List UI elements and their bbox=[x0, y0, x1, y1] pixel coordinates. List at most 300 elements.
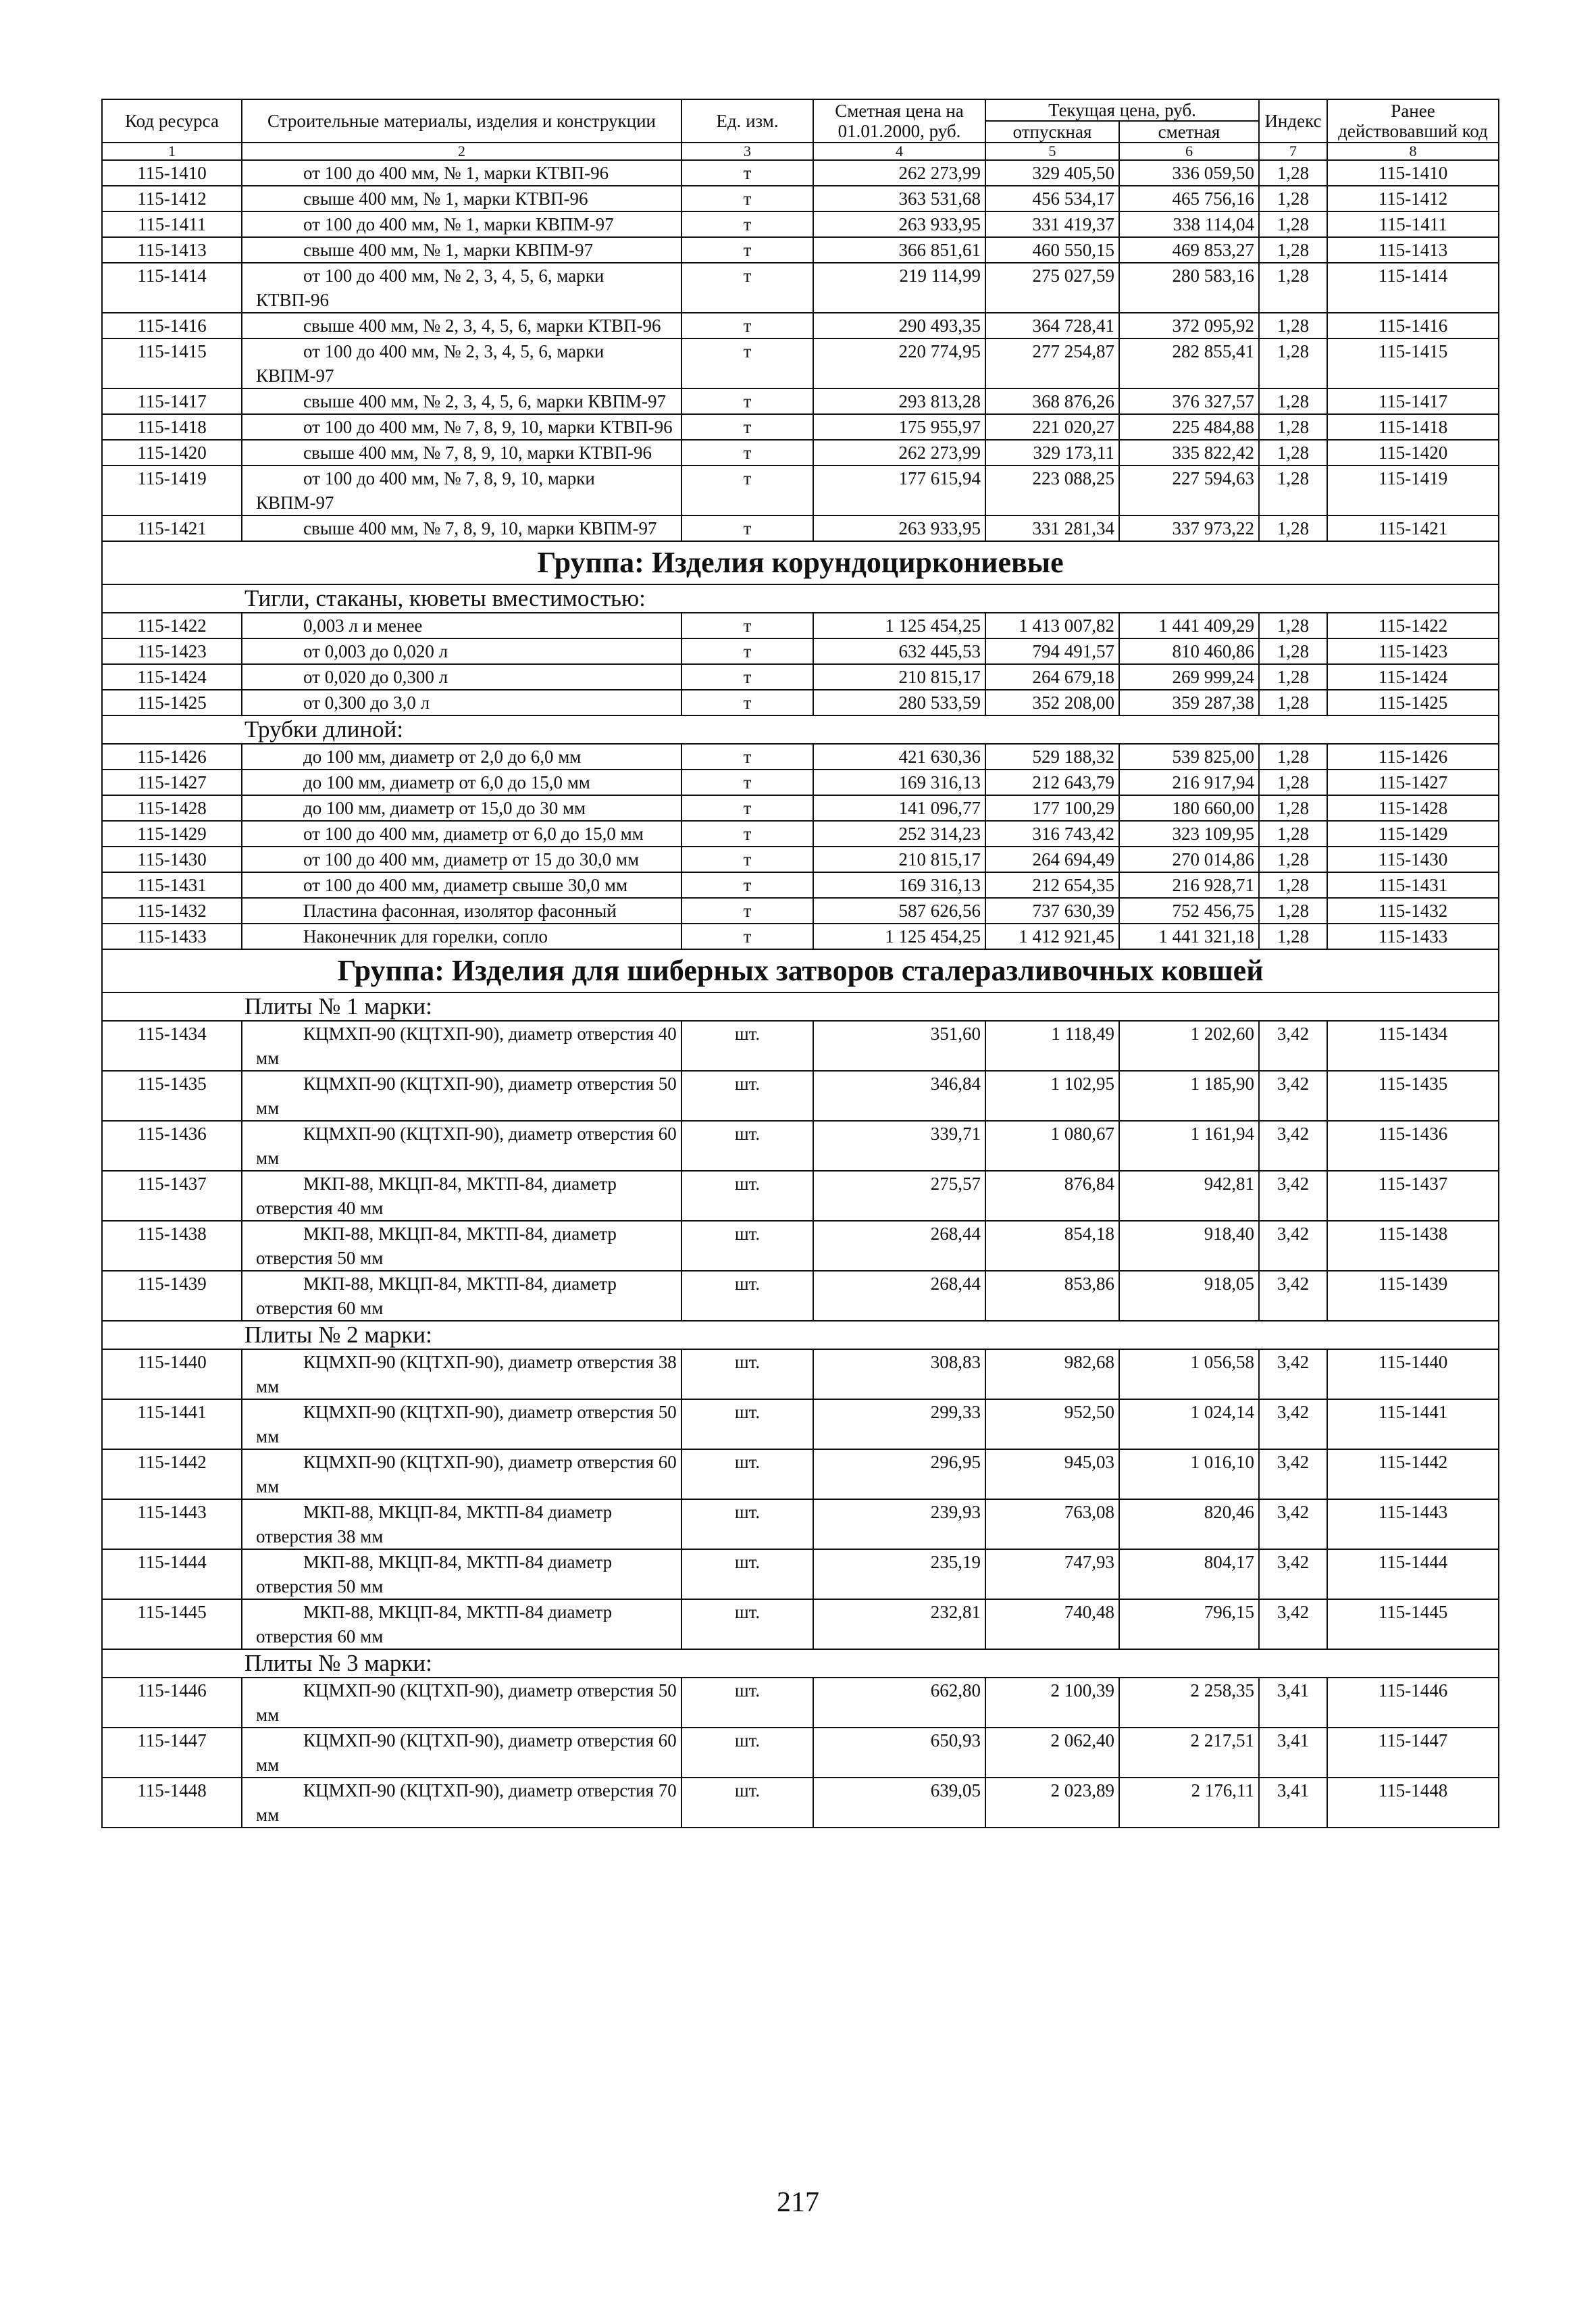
selling-price: 1 413 007,82 bbox=[985, 613, 1119, 638]
previous-code: 115-1435 bbox=[1327, 1071, 1499, 1121]
material-name bbox=[242, 263, 681, 313]
table-row bbox=[102, 1021, 1499, 1071]
table-row bbox=[102, 924, 1499, 949]
estimate-price: 539 825,00 bbox=[1119, 744, 1259, 770]
unit-of-measure: шт. bbox=[681, 1678, 813, 1728]
group-heading: Группа: Изделия корундоциркониевые bbox=[102, 541, 1499, 584]
selling-price: 364 728,41 bbox=[985, 313, 1119, 338]
table-row bbox=[102, 795, 1499, 821]
unit-of-measure: шт. bbox=[681, 1349, 813, 1399]
price-index: 3,42 bbox=[1259, 1271, 1327, 1321]
material-name-text: свыше 400 мм, № 7, 8, 9, 10, марки КТВП-96 bbox=[303, 443, 652, 463]
column-number: 4 bbox=[813, 143, 985, 160]
subgroup-heading-row bbox=[102, 1321, 1499, 1349]
price-index: 3,41 bbox=[1259, 1778, 1327, 1828]
subgroup-heading: Плиты № 1 марки: bbox=[102, 992, 1499, 1021]
unit-of-measure: т bbox=[681, 263, 813, 313]
table-row bbox=[102, 690, 1499, 715]
price-index: 1,28 bbox=[1259, 186, 1327, 211]
estimate-price: 796,15 bbox=[1119, 1599, 1259, 1649]
table-row bbox=[102, 313, 1499, 338]
selling-price: 368 876,26 bbox=[985, 388, 1119, 414]
selling-price: 1 102,95 bbox=[985, 1071, 1119, 1121]
unit-of-measure: шт. bbox=[681, 1271, 813, 1321]
estimate-price: 337 973,22 bbox=[1119, 515, 1259, 541]
estimate-price: 942,81 bbox=[1119, 1171, 1259, 1221]
previous-code: 115-1420 bbox=[1327, 440, 1499, 466]
previous-code: 115-1427 bbox=[1327, 770, 1499, 795]
price-index: 3,42 bbox=[1259, 1221, 1327, 1271]
unit-of-measure: т bbox=[681, 414, 813, 440]
estimate-price: 1 016,10 bbox=[1119, 1449, 1259, 1499]
material-name-text: от 100 до 400 мм, № 2, 3, 4, 5, 6, марки КВПМ-97 bbox=[256, 341, 604, 386]
selling-price: 747,93 bbox=[985, 1549, 1119, 1599]
resource-code: 115-1426 bbox=[102, 744, 242, 770]
table-row bbox=[102, 1399, 1499, 1449]
header-base-price: Сметная цена на 01.01.2000, руб. bbox=[813, 99, 985, 143]
table-row bbox=[102, 1778, 1499, 1828]
column-number: 6 bbox=[1119, 143, 1259, 160]
selling-price: 763,08 bbox=[985, 1499, 1119, 1549]
base-price: 290 493,35 bbox=[813, 313, 985, 338]
material-name-text: МКП-88, МКЦП-84, МКТП-84 диаметр отверстия 50 мм bbox=[256, 1552, 613, 1596]
resource-code: 115-1421 bbox=[102, 515, 242, 541]
price-index: 3,42 bbox=[1259, 1071, 1327, 1121]
price-index: 3,42 bbox=[1259, 1399, 1327, 1449]
base-price: 275,57 bbox=[813, 1171, 985, 1221]
price-index: 1,28 bbox=[1259, 821, 1327, 847]
unit-of-measure: т bbox=[681, 898, 813, 924]
price-index: 1,28 bbox=[1259, 466, 1327, 515]
material-name-text: от 100 до 400 мм, № 7, 8, 9, 10, марки КВПМ-97 bbox=[256, 468, 595, 513]
subgroup-heading-row bbox=[102, 1649, 1499, 1678]
material-name bbox=[242, 847, 681, 872]
previous-code: 115-1429 bbox=[1327, 821, 1499, 847]
price-index: 1,28 bbox=[1259, 515, 1327, 541]
selling-price: 177 100,29 bbox=[985, 795, 1119, 821]
selling-price: 1 412 921,45 bbox=[985, 924, 1119, 949]
unit-of-measure: т bbox=[681, 638, 813, 664]
selling-price: 982,68 bbox=[985, 1349, 1119, 1399]
price-index: 3,41 bbox=[1259, 1728, 1327, 1778]
estimate-price: 469 853,27 bbox=[1119, 237, 1259, 263]
header-previous-code: Ранее действовавший код bbox=[1327, 99, 1499, 143]
price-index: 1,28 bbox=[1259, 313, 1327, 338]
price-index: 1,28 bbox=[1259, 744, 1327, 770]
material-name-text: от 100 до 400 мм, № 1, марки КВПМ-97 bbox=[303, 214, 614, 234]
previous-code: 115-1421 bbox=[1327, 515, 1499, 541]
table-row bbox=[102, 186, 1499, 211]
material-name bbox=[242, 1021, 681, 1071]
estimate-price: 820,46 bbox=[1119, 1499, 1259, 1549]
table-row bbox=[102, 1449, 1499, 1499]
price-index: 1,28 bbox=[1259, 338, 1327, 388]
price-index: 3,42 bbox=[1259, 1021, 1327, 1071]
previous-code: 115-1424 bbox=[1327, 664, 1499, 690]
table-row bbox=[102, 821, 1499, 847]
material-name bbox=[242, 638, 681, 664]
table-row bbox=[102, 1678, 1499, 1728]
previous-code: 115-1441 bbox=[1327, 1399, 1499, 1449]
estimate-price: 1 056,58 bbox=[1119, 1349, 1259, 1399]
price-index: 3,41 bbox=[1259, 1678, 1327, 1728]
material-name bbox=[242, 440, 681, 466]
previous-code: 115-1448 bbox=[1327, 1778, 1499, 1828]
material-name bbox=[242, 898, 681, 924]
unit-of-measure: т bbox=[681, 770, 813, 795]
material-name-text: МКП-88, МКЦП-84, МКТП-84, диаметр отверстия 60 мм bbox=[256, 1274, 617, 1318]
material-name bbox=[242, 211, 681, 237]
resource-code: 115-1418 bbox=[102, 414, 242, 440]
material-name bbox=[242, 1121, 681, 1171]
selling-price: 331 281,34 bbox=[985, 515, 1119, 541]
price-index: 1,28 bbox=[1259, 388, 1327, 414]
previous-code: 115-1411 bbox=[1327, 211, 1499, 237]
price-table-sheet bbox=[101, 99, 1498, 1828]
previous-code: 115-1446 bbox=[1327, 1678, 1499, 1728]
resource-code: 115-1425 bbox=[102, 690, 242, 715]
column-number: 8 bbox=[1327, 143, 1499, 160]
table-row bbox=[102, 1599, 1499, 1649]
estimate-price: 227 594,63 bbox=[1119, 466, 1259, 515]
table-row bbox=[102, 263, 1499, 313]
group-heading: Группа: Изделия для шиберных затворов сталеразливочных ковшей bbox=[102, 949, 1499, 992]
selling-price: 945,03 bbox=[985, 1449, 1119, 1499]
header-index: Индекс bbox=[1259, 99, 1327, 143]
material-name bbox=[242, 313, 681, 338]
table-row bbox=[102, 847, 1499, 872]
material-name-text: МКП-88, МКЦП-84, МКТП-84 диаметр отверстия 60 мм bbox=[256, 1602, 613, 1646]
estimate-price: 1 024,14 bbox=[1119, 1399, 1259, 1449]
unit-of-measure: шт. bbox=[681, 1071, 813, 1121]
unit-of-measure: шт. bbox=[681, 1171, 813, 1221]
estimate-price: 225 484,88 bbox=[1119, 414, 1259, 440]
price-index: 1,28 bbox=[1259, 872, 1327, 898]
material-name bbox=[242, 1599, 681, 1649]
selling-price: 329 405,50 bbox=[985, 160, 1119, 186]
material-name bbox=[242, 414, 681, 440]
base-price: 141 096,77 bbox=[813, 795, 985, 821]
base-price: 252 314,23 bbox=[813, 821, 985, 847]
previous-code: 115-1433 bbox=[1327, 924, 1499, 949]
material-name bbox=[242, 744, 681, 770]
base-price: 351,60 bbox=[813, 1021, 985, 1071]
material-name-text: КЦМХП-90 (КЦТХП-90), диаметр отверстия 60 мм bbox=[256, 1124, 677, 1168]
header-column-numbers bbox=[102, 143, 1499, 160]
unit-of-measure: шт. bbox=[681, 1121, 813, 1171]
resource-code: 115-1437 bbox=[102, 1171, 242, 1221]
material-name-text: свыше 400 мм, № 1, марки КТВП-96 bbox=[303, 188, 588, 209]
header-selling-price: отпускная bbox=[985, 121, 1119, 143]
previous-code: 115-1410 bbox=[1327, 160, 1499, 186]
material-name-text: КЦМХП-90 (КЦТХП-90), диаметр отверстия 60 мм bbox=[256, 1730, 677, 1775]
base-price: 177 615,94 bbox=[813, 466, 985, 515]
estimate-price: 1 202,60 bbox=[1119, 1021, 1259, 1071]
material-name-text: КЦМХП-90 (КЦТХП-90), диаметр отверстия 50 мм bbox=[256, 1680, 677, 1725]
unit-of-measure: т bbox=[681, 440, 813, 466]
previous-code: 115-1447 bbox=[1327, 1728, 1499, 1778]
previous-code: 115-1442 bbox=[1327, 1449, 1499, 1499]
base-price: 308,83 bbox=[813, 1349, 985, 1399]
material-name-text: от 0,300 до 3,0 л bbox=[303, 693, 430, 713]
column-number: 1 bbox=[102, 143, 242, 160]
estimate-price: 359 287,38 bbox=[1119, 690, 1259, 715]
previous-code: 115-1414 bbox=[1327, 263, 1499, 313]
resource-code: 115-1445 bbox=[102, 1599, 242, 1649]
table-row bbox=[102, 638, 1499, 664]
table-row bbox=[102, 160, 1499, 186]
selling-price: 854,18 bbox=[985, 1221, 1119, 1271]
resource-code: 115-1443 bbox=[102, 1499, 242, 1549]
previous-code: 115-1440 bbox=[1327, 1349, 1499, 1399]
unit-of-measure: т bbox=[681, 795, 813, 821]
previous-code: 115-1431 bbox=[1327, 872, 1499, 898]
material-name-text: от 100 до 400 мм, диаметр от 6,0 до 15,0 мм bbox=[303, 824, 644, 844]
price-index: 1,28 bbox=[1259, 613, 1327, 638]
material-name bbox=[242, 1728, 681, 1778]
unit-of-measure: шт. bbox=[681, 1599, 813, 1649]
selling-price: 2 062,40 bbox=[985, 1728, 1119, 1778]
price-index: 1,28 bbox=[1259, 898, 1327, 924]
estimate-price: 1 185,90 bbox=[1119, 1071, 1259, 1121]
base-price: 210 815,17 bbox=[813, 847, 985, 872]
selling-price: 264 679,18 bbox=[985, 664, 1119, 690]
selling-price: 952,50 bbox=[985, 1399, 1119, 1449]
estimate-price: 810 460,86 bbox=[1119, 638, 1259, 664]
previous-code: 115-1413 bbox=[1327, 237, 1499, 263]
selling-price: 316 743,42 bbox=[985, 821, 1119, 847]
material-name-text: МКП-88, МКЦП-84, МКТП-84, диаметр отверстия 50 мм bbox=[256, 1224, 617, 1268]
base-price: 421 630,36 bbox=[813, 744, 985, 770]
material-name bbox=[242, 1399, 681, 1449]
estimate-price: 1 441 409,29 bbox=[1119, 613, 1259, 638]
estimate-price: 752 456,75 bbox=[1119, 898, 1259, 924]
previous-code: 115-1437 bbox=[1327, 1171, 1499, 1221]
group-heading-row bbox=[102, 541, 1499, 584]
resource-code: 115-1412 bbox=[102, 186, 242, 211]
material-name bbox=[242, 160, 681, 186]
resource-code: 115-1414 bbox=[102, 263, 242, 313]
price-table bbox=[101, 99, 1499, 1828]
resource-code: 115-1410 bbox=[102, 160, 242, 186]
selling-price: 221 020,27 bbox=[985, 414, 1119, 440]
selling-price: 352 208,00 bbox=[985, 690, 1119, 715]
subgroup-heading-row bbox=[102, 992, 1499, 1021]
base-price: 1 125 454,25 bbox=[813, 613, 985, 638]
material-name-text: от 0,003 до 0,020 л bbox=[303, 641, 448, 661]
header-unit: Ед. изм. bbox=[681, 99, 813, 143]
selling-price: 1 080,67 bbox=[985, 1121, 1119, 1171]
estimate-price: 216 928,71 bbox=[1119, 872, 1259, 898]
table-row bbox=[102, 1271, 1499, 1321]
unit-of-measure: т bbox=[681, 237, 813, 263]
resource-code: 115-1413 bbox=[102, 237, 242, 263]
header-row-top bbox=[102, 99, 1499, 121]
unit-of-measure: шт. bbox=[681, 1221, 813, 1271]
base-price: 232,81 bbox=[813, 1599, 985, 1649]
base-price: 239,93 bbox=[813, 1499, 985, 1549]
table-row bbox=[102, 664, 1499, 690]
resource-code: 115-1423 bbox=[102, 638, 242, 664]
price-index: 1,28 bbox=[1259, 263, 1327, 313]
unit-of-measure: шт. bbox=[681, 1449, 813, 1499]
base-price: 639,05 bbox=[813, 1778, 985, 1828]
material-name-text: от 100 до 400 мм, № 1, марки КТВП-96 bbox=[303, 163, 609, 183]
table-row bbox=[102, 338, 1499, 388]
base-price: 293 813,28 bbox=[813, 388, 985, 414]
resource-code: 115-1424 bbox=[102, 664, 242, 690]
resource-code: 115-1440 bbox=[102, 1349, 242, 1399]
subgroup-heading: Трубки длиной: bbox=[102, 715, 1499, 744]
material-name bbox=[242, 186, 681, 211]
material-name bbox=[242, 1221, 681, 1271]
selling-price: 331 419,37 bbox=[985, 211, 1119, 237]
table-row bbox=[102, 1728, 1499, 1778]
selling-price: 853,86 bbox=[985, 1271, 1119, 1321]
material-name-text: до 100 мм, диаметр от 6,0 до 15,0 мм bbox=[303, 772, 590, 793]
material-name-text: Наконечник для горелки, сопло bbox=[303, 926, 548, 947]
resource-code: 115-1430 bbox=[102, 847, 242, 872]
selling-price: 456 534,17 bbox=[985, 186, 1119, 211]
price-index: 3,42 bbox=[1259, 1499, 1327, 1549]
unit-of-measure: т bbox=[681, 338, 813, 388]
material-name-text: КЦМХП-90 (КЦТХП-90), диаметр отверстия 60 мм bbox=[256, 1452, 677, 1496]
material-name bbox=[242, 1449, 681, 1499]
subgroup-heading-row bbox=[102, 715, 1499, 744]
material-name-text: от 100 до 400 мм, № 2, 3, 4, 5, 6, марки КТВП-96 bbox=[256, 266, 604, 310]
resource-code: 115-1441 bbox=[102, 1399, 242, 1449]
estimate-price: 269 999,24 bbox=[1119, 664, 1259, 690]
estimate-price: 270 014,86 bbox=[1119, 847, 1259, 872]
material-name bbox=[242, 770, 681, 795]
base-price: 299,33 bbox=[813, 1399, 985, 1449]
selling-price: 529 188,32 bbox=[985, 744, 1119, 770]
material-name bbox=[242, 821, 681, 847]
material-name bbox=[242, 237, 681, 263]
base-price: 632 445,53 bbox=[813, 638, 985, 664]
previous-code: 115-1416 bbox=[1327, 313, 1499, 338]
table-row bbox=[102, 1499, 1499, 1549]
unit-of-measure: т bbox=[681, 847, 813, 872]
material-name bbox=[242, 388, 681, 414]
unit-of-measure: т bbox=[681, 388, 813, 414]
material-name bbox=[242, 872, 681, 898]
table-row bbox=[102, 613, 1499, 638]
table-row bbox=[102, 440, 1499, 466]
price-index: 1,28 bbox=[1259, 690, 1327, 715]
resource-code: 115-1420 bbox=[102, 440, 242, 466]
base-price: 220 774,95 bbox=[813, 338, 985, 388]
estimate-price: 2 258,35 bbox=[1119, 1678, 1259, 1728]
selling-price: 264 694,49 bbox=[985, 847, 1119, 872]
base-price: 587 626,56 bbox=[813, 898, 985, 924]
previous-code: 115-1423 bbox=[1327, 638, 1499, 664]
previous-code: 115-1434 bbox=[1327, 1021, 1499, 1071]
previous-code: 115-1428 bbox=[1327, 795, 1499, 821]
estimate-price: 180 660,00 bbox=[1119, 795, 1259, 821]
price-table-body bbox=[102, 99, 1499, 1828]
price-index: 1,28 bbox=[1259, 795, 1327, 821]
resource-code: 115-1417 bbox=[102, 388, 242, 414]
selling-price: 2 023,89 bbox=[985, 1778, 1119, 1828]
price-index: 1,28 bbox=[1259, 237, 1327, 263]
resource-code: 115-1411 bbox=[102, 211, 242, 237]
base-price: 263 933,95 bbox=[813, 211, 985, 237]
resource-code: 115-1434 bbox=[102, 1021, 242, 1071]
estimate-price: 465 756,16 bbox=[1119, 186, 1259, 211]
material-name-text: МКП-88, МКЦП-84, МКТП-84 диаметр отверстия 38 мм bbox=[256, 1502, 613, 1546]
material-name-text: свыше 400 мм, № 2, 3, 4, 5, 6, марки КТВП-96 bbox=[303, 316, 661, 336]
price-index: 1,28 bbox=[1259, 160, 1327, 186]
unit-of-measure: шт. bbox=[681, 1499, 813, 1549]
material-name-text: до 100 мм, диаметр от 2,0 до 6,0 мм bbox=[303, 747, 582, 767]
material-name-text: от 0,020 до 0,300 л bbox=[303, 667, 448, 687]
base-price: 662,80 bbox=[813, 1678, 985, 1728]
material-name-text: Пластина фасонная, изолятор фасонный bbox=[303, 901, 617, 921]
base-price: 1 125 454,25 bbox=[813, 924, 985, 949]
previous-code: 115-1418 bbox=[1327, 414, 1499, 440]
estimate-price: 335 822,42 bbox=[1119, 440, 1259, 466]
table-row bbox=[102, 898, 1499, 924]
resource-code: 115-1439 bbox=[102, 1271, 242, 1321]
base-price: 169 316,13 bbox=[813, 872, 985, 898]
table-row bbox=[102, 872, 1499, 898]
estimate-price: 372 095,92 bbox=[1119, 313, 1259, 338]
table-row bbox=[102, 388, 1499, 414]
material-name-text: МКП-88, МКЦП-84, МКТП-84, диаметр отверстия 40 мм bbox=[256, 1174, 617, 1218]
resource-code: 115-1427 bbox=[102, 770, 242, 795]
resource-code: 115-1428 bbox=[102, 795, 242, 821]
previous-code: 115-1415 bbox=[1327, 338, 1499, 388]
price-index: 1,28 bbox=[1259, 440, 1327, 466]
unit-of-measure: т bbox=[681, 613, 813, 638]
material-name bbox=[242, 1271, 681, 1321]
price-index: 1,28 bbox=[1259, 847, 1327, 872]
price-index: 1,28 bbox=[1259, 638, 1327, 664]
estimate-price: 336 059,50 bbox=[1119, 160, 1259, 186]
material-name bbox=[242, 795, 681, 821]
header-estimate-price: сметная bbox=[1119, 121, 1259, 143]
selling-price: 1 118,49 bbox=[985, 1021, 1119, 1071]
estimate-price: 918,05 bbox=[1119, 1271, 1259, 1321]
page-number: 217 bbox=[777, 2187, 819, 2218]
unit-of-measure: т bbox=[681, 313, 813, 338]
previous-code: 115-1422 bbox=[1327, 613, 1499, 638]
material-name-text: КЦМХП-90 (КЦТХП-90), диаметр отверстия 38 мм bbox=[256, 1352, 677, 1397]
base-price: 169 316,13 bbox=[813, 770, 985, 795]
table-row bbox=[102, 1549, 1499, 1599]
unit-of-measure: шт. bbox=[681, 1778, 813, 1828]
unit-of-measure: т bbox=[681, 664, 813, 690]
group-heading-row bbox=[102, 949, 1499, 992]
material-name bbox=[242, 1778, 681, 1828]
previous-code: 115-1443 bbox=[1327, 1499, 1499, 1549]
unit-of-measure: т bbox=[681, 186, 813, 211]
selling-price: 2 100,39 bbox=[985, 1678, 1119, 1728]
base-price: 366 851,61 bbox=[813, 237, 985, 263]
resource-code: 115-1444 bbox=[102, 1549, 242, 1599]
material-name-text: от 100 до 400 мм, диаметр от 15 до 30,0 мм bbox=[303, 849, 640, 870]
selling-price: 329 173,11 bbox=[985, 440, 1119, 466]
unit-of-measure: шт. bbox=[681, 1728, 813, 1778]
base-price: 268,44 bbox=[813, 1221, 985, 1271]
price-index: 1,28 bbox=[1259, 770, 1327, 795]
estimate-price: 280 583,16 bbox=[1119, 263, 1259, 313]
header-materials: Строительные материалы, изделия и конструкции bbox=[242, 99, 681, 143]
price-index: 1,28 bbox=[1259, 414, 1327, 440]
previous-code: 115-1430 bbox=[1327, 847, 1499, 872]
previous-code: 115-1445 bbox=[1327, 1599, 1499, 1649]
